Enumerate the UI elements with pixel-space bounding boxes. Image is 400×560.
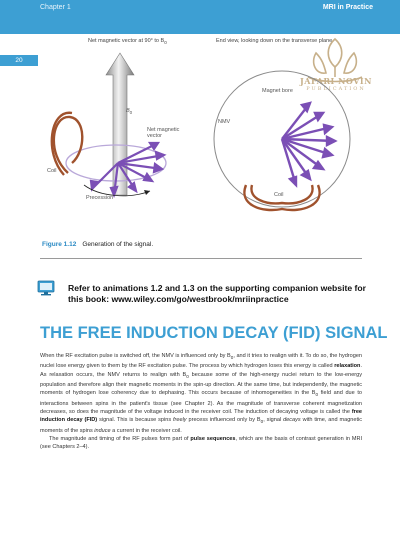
paragraph-2: The magnitude and timing of the RF pulses form part of pulse sequences, which are the basis of contrast generation in MRI (see Chapters 2–4). [40, 436, 363, 451]
section-body [40, 352, 362, 452]
watermark-line2: PUBLICATION [306, 86, 366, 92]
page-number: 20 [0, 55, 38, 66]
coil-right-label: Coil [274, 192, 284, 198]
magnetic-vectors-right [282, 103, 335, 185]
animation-note: Refer to animations 1.2 and 1.3 on the supporting companion website for this book: www.wiley.com/go/westbrook/mriinpractice [68, 283, 366, 304]
paragraph-1: When the RF excitation pulse is switched off, the NMV is influenced only by $B_0$, and it tries to realign with it. To do so, the hydrogen nuclei lose energy given to them by the RF excitation pulse. The process by which hydrogen loses this energy is called relaxation. As relaxation occurs, the NMV returns to realign with $B_0$ because some of the high-energy nuclei return to the low-energy population and therefore align their magnetic moments in the spin-up direction. At the same time, but independently, the magnetic moments of hydrogen lose coherency due to dephasing. This occurs because of inhomogeneities in the $B_0$ field and due to interactions between spins in the patient's tissue (see Chapter 2). As the magnitude of transverse coherent magnetization decreases, so does the magnitude of the voltage induced in the receiver coil. The induction of decaying voltage is called the free induction decay (FID) signal. This is because spins freely precess influenced only by $B_0$, signal decays with time, and magnetic moments of the spins induce a current in the receiver coil. [40, 353, 362, 434]
monitor-icon [37, 280, 55, 296]
nmv-label: NMV [218, 119, 231, 125]
book-title: MRI in Practice [322, 4, 373, 11]
figure-caption-text: Generation of the signal. [82, 241, 154, 248]
magnet-bore-label: Magnet bore [262, 88, 293, 94]
signal-generation-figure [40, 45, 360, 235]
b0-label: $B_0$ [126, 108, 133, 116]
header-bar [0, 0, 400, 34]
coil-left-label: Coil [47, 168, 57, 174]
net-magnetic-vector-label: Net magnetic vector [147, 127, 180, 139]
precession-label: Precession [86, 195, 114, 201]
section-heading: THE FREE INDUCTION DECAY (FID) SIGNAL [40, 324, 388, 342]
divider [40, 258, 362, 259]
figure-caption [42, 241, 153, 248]
chapter-label: Chapter 1 [40, 4, 71, 11]
figure-number: Figure 1.12 [42, 241, 77, 248]
figure-right-caption: End view, looking down on the transverse plane [216, 38, 333, 44]
b0-arrow [106, 53, 134, 195]
figure-left-caption: Net magnetic vector at 90° to $B_0$ [88, 38, 167, 46]
watermark-line1: JAFARI NOVIN [300, 76, 372, 86]
